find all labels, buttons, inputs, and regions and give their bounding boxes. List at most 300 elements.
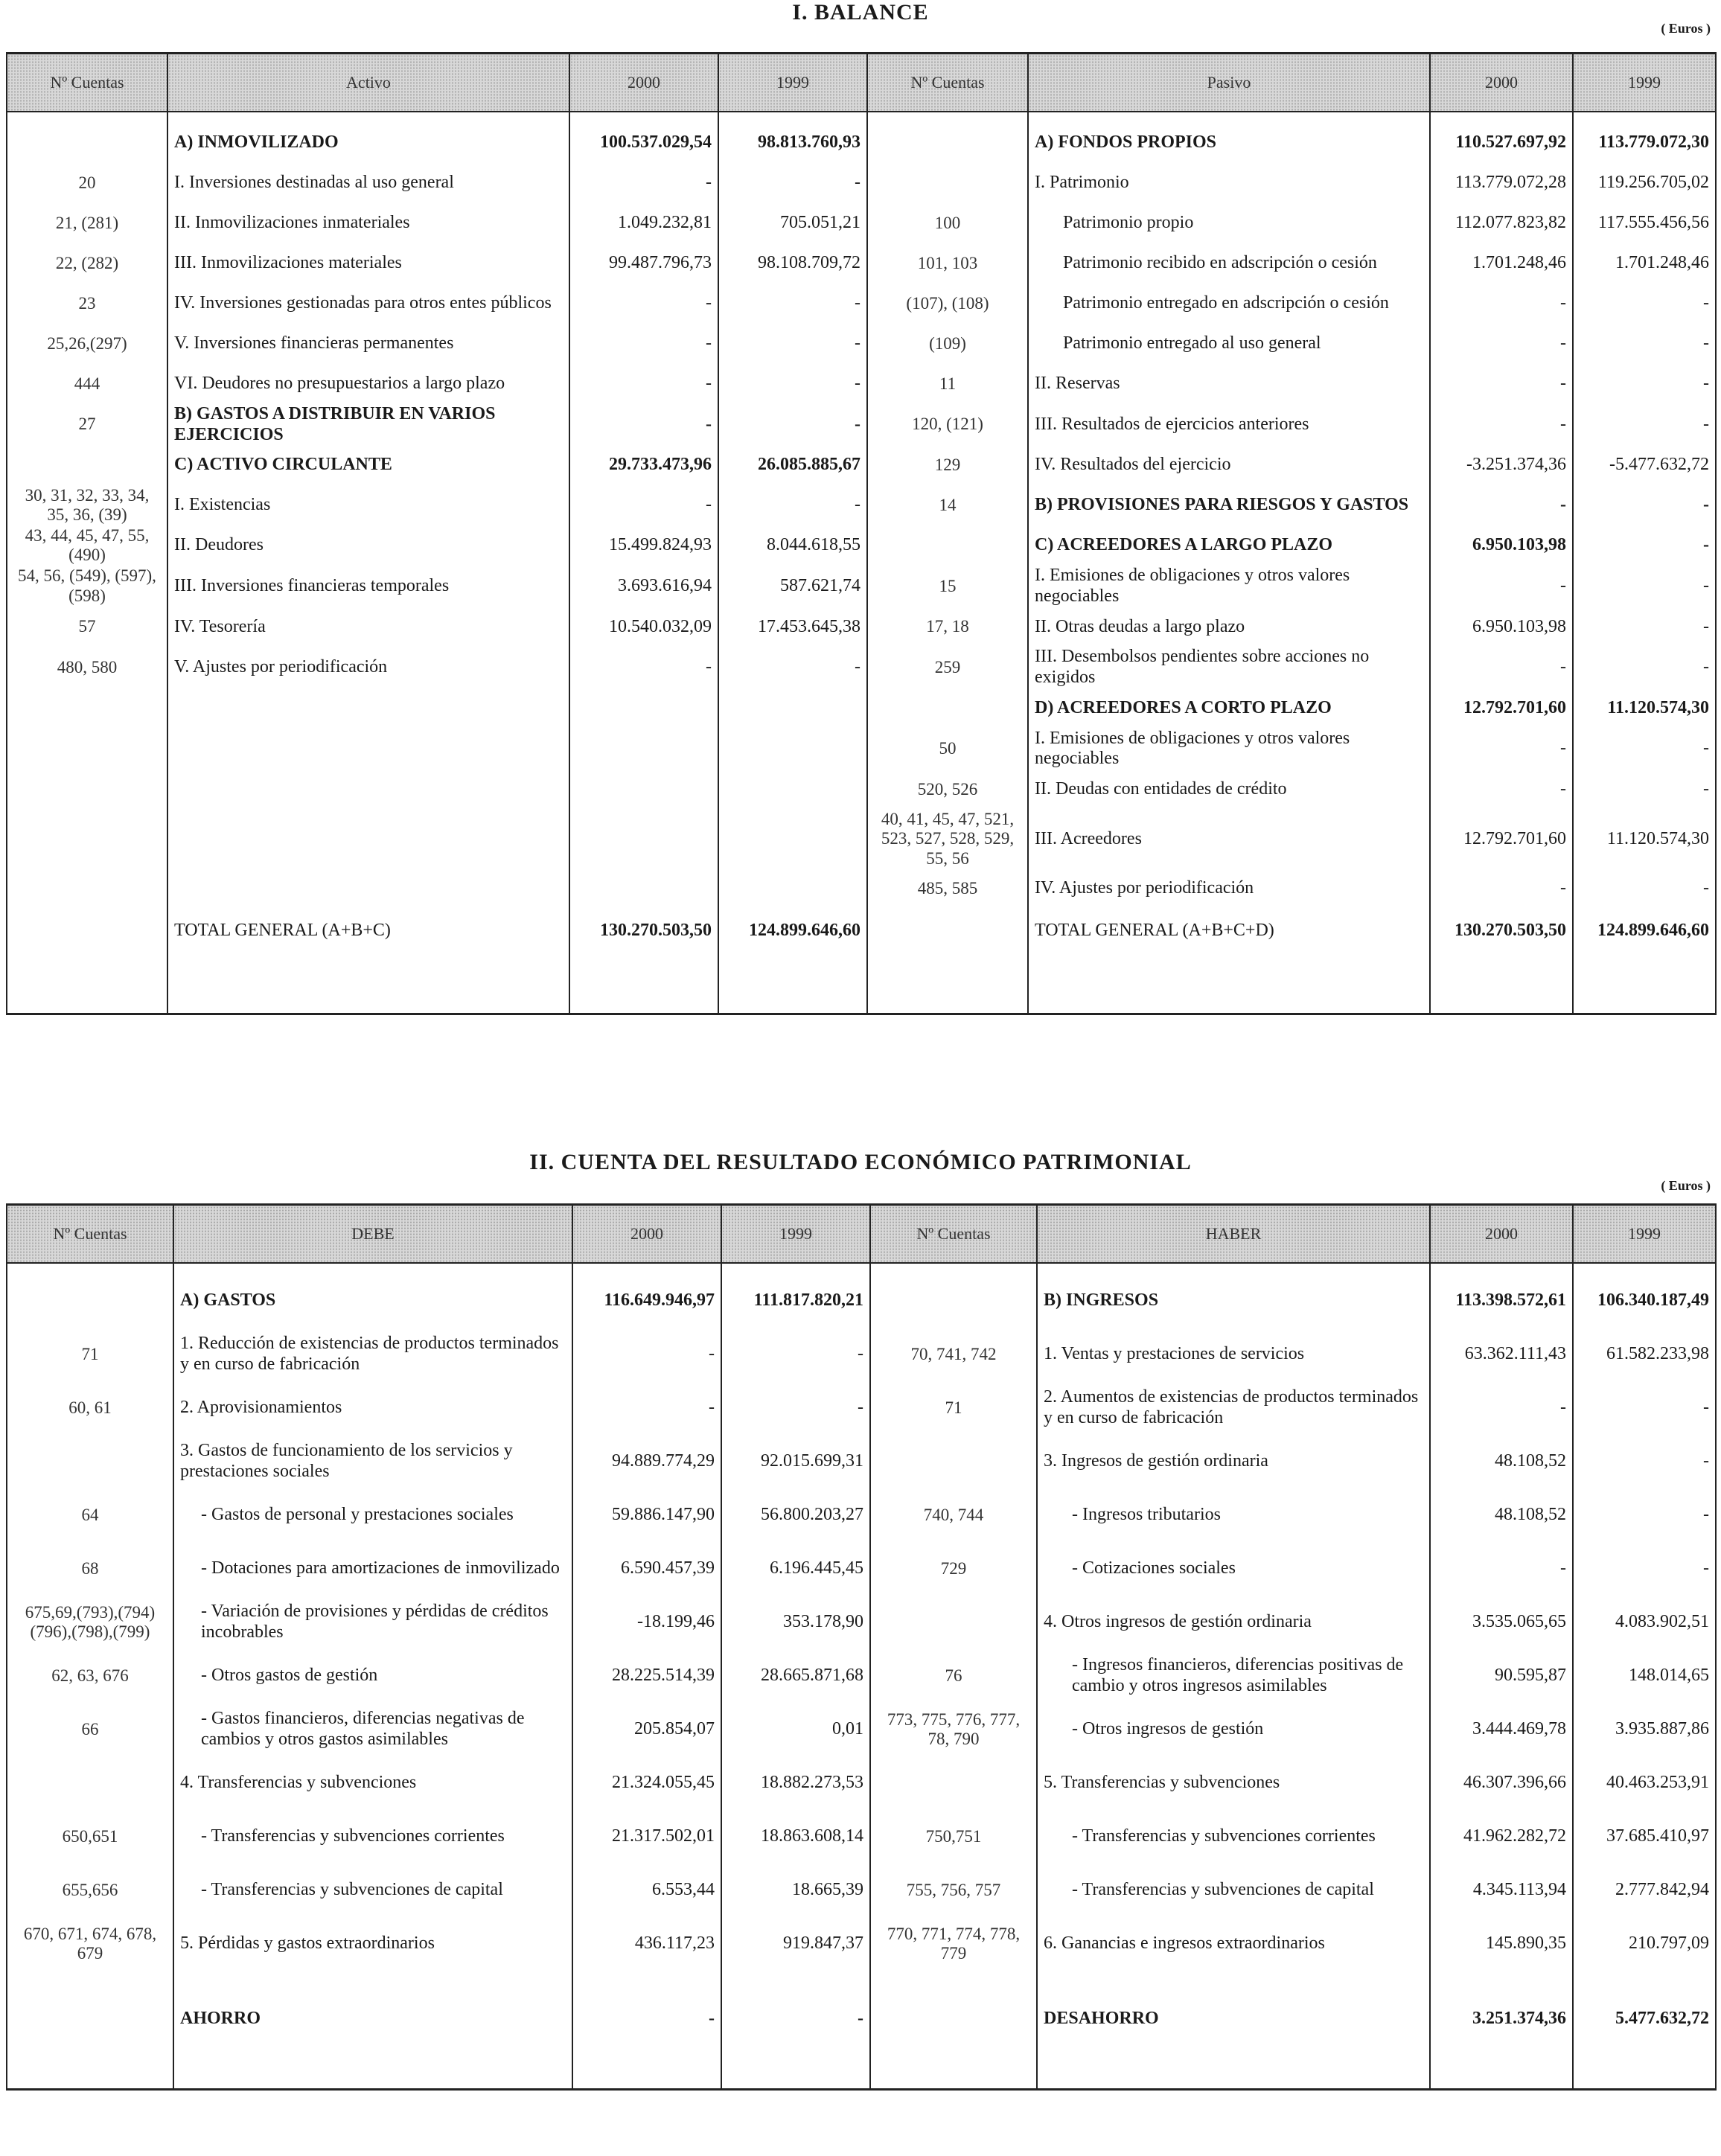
concept-right: I. Emisiones de obligaciones y otros valores negociables	[1028, 566, 1430, 607]
spacer-cell	[721, 1263, 870, 1274]
amount-2000-left: 15.499.824,93	[569, 525, 718, 566]
spacer-cell	[167, 112, 569, 123]
amount-2000-right: -	[1430, 1381, 1573, 1435]
table-row	[7, 485, 1716, 525]
amount-1999-right: 5.477.632,72	[1573, 1971, 1716, 2067]
amount-2000-right: 113.779.072,28	[1430, 163, 1573, 203]
account-code-right: 101, 103	[867, 243, 1028, 284]
amount-1999-right: 113.779.072,30	[1573, 123, 1716, 163]
spacer-cell	[1028, 112, 1430, 123]
amount-2000-right: -	[1430, 364, 1573, 404]
concept-right: 3. Ingresos de gestión ordinaria	[1037, 1435, 1430, 1488]
table-row	[7, 688, 1716, 729]
table-row	[7, 1649, 1716, 1703]
concept-left: - Gastos financieros, diferencias negativas de cambios y otros gastos asimilables	[173, 1703, 572, 1756]
account-code-left	[7, 729, 167, 770]
concept-left	[167, 869, 569, 909]
header-2000-left: 2000	[569, 54, 718, 112]
amount-1999-left: 919.847,37	[721, 1917, 870, 1971]
concept-left: I. Existencias	[167, 485, 569, 525]
amount-1999-left: 587.621,74	[718, 566, 867, 607]
spacer-row-top	[7, 1263, 1716, 1274]
amount-2000-left: 436.117,23	[572, 1917, 721, 1971]
account-code-right: 750,751	[870, 1810, 1037, 1864]
amount-1999-right: -	[1573, 729, 1716, 770]
amount-2000-right: -	[1430, 404, 1573, 445]
spacer-cell	[721, 2067, 870, 2090]
header-activo: Activo	[167, 54, 569, 112]
spacer-cell	[867, 112, 1028, 123]
amount-2000-left: 29.733.473,96	[569, 445, 718, 485]
amount-1999-right: -	[1573, 869, 1716, 909]
header-2000-right: 2000	[1430, 1205, 1573, 1264]
concept-left	[167, 729, 569, 770]
account-code-right	[867, 525, 1028, 566]
account-code-left: 480, 580	[7, 647, 167, 688]
table-row	[7, 324, 1716, 364]
account-code-left	[7, 810, 167, 869]
amount-1999-right: 3.935.887,86	[1573, 1703, 1716, 1756]
table-row	[7, 566, 1716, 607]
table-row	[7, 1542, 1716, 1596]
concept-left: III. Inversiones financieras temporales	[167, 566, 569, 607]
account-code-left: 25,26,(297)	[7, 324, 167, 364]
amount-1999-left: 98.813.760,93	[718, 123, 867, 163]
account-code-right: 70, 741, 742	[870, 1328, 1037, 1381]
concept-right: B) INGRESOS	[1037, 1274, 1430, 1328]
amount-2000-left: -	[572, 1381, 721, 1435]
amount-2000-left: 116.649.946,97	[572, 1274, 721, 1328]
spacer-row-bottom	[7, 2067, 1716, 2090]
amount-1999-left: 705.051,21	[718, 203, 867, 243]
amount-2000-left: -	[572, 1971, 721, 2067]
table-row	[7, 1864, 1716, 1917]
amount-1999-left: 28.665.871,68	[721, 1649, 870, 1703]
amount-2000-left: -	[569, 404, 718, 445]
concept-right: Patrimonio entregado al uso general	[1028, 324, 1430, 364]
amount-1999-right: 124.899.646,60	[1573, 909, 1716, 953]
concept-right: B) PROVISIONES PARA RIESGOS Y GASTOS	[1028, 485, 1430, 525]
spacer-cell	[572, 2067, 721, 2090]
concept-left: IV. Inversiones gestionadas para otros entes públicos	[167, 284, 569, 324]
amount-1999-left: 0,01	[721, 1703, 870, 1756]
account-code-left	[7, 869, 167, 909]
header-1999-left: 1999	[718, 54, 867, 112]
spacer-cell	[7, 1263, 173, 1274]
amount-1999-right: 210.797,09	[1573, 1917, 1716, 1971]
amount-1999-left: 111.817.820,21	[721, 1274, 870, 1328]
concept-right: I. Emisiones de obligaciones y otros valores negociables	[1028, 729, 1430, 770]
header-haber: HABER	[1037, 1205, 1430, 1264]
header-1999-right: 1999	[1573, 1205, 1716, 1264]
amount-1999-right: -	[1573, 1542, 1716, 1596]
account-code-right: 15	[867, 566, 1028, 607]
concept-right: IV. Ajustes por periodificación	[1028, 869, 1430, 909]
spacer-cell	[1430, 2067, 1573, 2090]
amount-2000-left: 94.889.774,29	[572, 1435, 721, 1488]
amount-2000-right: 145.890,35	[1430, 1917, 1573, 1971]
account-code-right	[870, 1596, 1037, 1649]
account-code-right: 520, 526	[867, 770, 1028, 810]
account-code-left	[7, 1756, 173, 1810]
header-2000-right: 2000	[1430, 54, 1573, 112]
concept-right: II. Deudas con entidades de crédito	[1028, 770, 1430, 810]
amount-1999-left: -	[721, 1971, 870, 2067]
table-row	[7, 647, 1716, 688]
amount-2000-right: 48.108,52	[1430, 1435, 1573, 1488]
account-code-right: 129	[867, 445, 1028, 485]
amount-2000-left: 100.537.029,54	[569, 123, 718, 163]
account-code-left	[7, 770, 167, 810]
spacer-cell	[867, 953, 1028, 1014]
amount-1999-right: -	[1573, 1435, 1716, 1488]
amount-2000-left: 1.049.232,81	[569, 203, 718, 243]
header-pasivo: Pasivo	[1028, 54, 1430, 112]
amount-2000-right: -	[1430, 869, 1573, 909]
amount-1999-right: 61.582.233,98	[1573, 1328, 1716, 1381]
amount-2000-left: 6.590.457,39	[572, 1542, 721, 1596]
amount-1999-right: 11.120.574,30	[1573, 688, 1716, 729]
table-row	[7, 909, 1716, 953]
account-code-right	[870, 1435, 1037, 1488]
amount-1999-right: -	[1573, 1488, 1716, 1542]
amount-2000-left: 28.225.514,39	[572, 1649, 721, 1703]
spacer-cell	[7, 112, 167, 123]
amount-2000-left: 130.270.503,50	[569, 909, 718, 953]
account-code-right: 485, 585	[867, 869, 1028, 909]
amount-2000-right: -	[1430, 770, 1573, 810]
spacer-cell	[1573, 1263, 1716, 1274]
amount-1999-left: 124.899.646,60	[718, 909, 867, 953]
amount-1999-right: -	[1573, 647, 1716, 688]
account-code-left: 650,651	[7, 1810, 173, 1864]
amount-2000-right: 12.792.701,60	[1430, 688, 1573, 729]
resultado-currency-note: ( Euros )	[1661, 1178, 1711, 1193]
account-code-left: 54, 56, (549), (597), (598)	[7, 566, 167, 607]
concept-right: III. Resultados de ejercicios anteriores	[1028, 404, 1430, 445]
table-row	[7, 1274, 1716, 1328]
balance-table	[6, 52, 1717, 1015]
account-code-right: 100	[867, 203, 1028, 243]
table-row	[7, 869, 1716, 909]
amount-2000-right: 6.950.103,98	[1430, 607, 1573, 647]
concept-left: III. Inmovilizaciones materiales	[167, 243, 569, 284]
amount-2000-right: -	[1430, 647, 1573, 688]
amount-1999-left	[718, 770, 867, 810]
table-row	[7, 243, 1716, 284]
concept-left: - Transferencias y subvenciones corrientes	[173, 1810, 572, 1864]
spacer-cell	[167, 953, 569, 1014]
account-code-right: 770, 771, 774, 778, 779	[870, 1917, 1037, 1971]
spacer-cell	[870, 2067, 1037, 2090]
table-row	[7, 1756, 1716, 1810]
amount-2000-left: -18.199,46	[572, 1596, 721, 1649]
amount-2000-left	[569, 729, 718, 770]
concept-right: I. Patrimonio	[1028, 163, 1430, 203]
amount-2000-right: -3.251.374,36	[1430, 445, 1573, 485]
concept-left: V. Inversiones financieras permanentes	[167, 324, 569, 364]
account-code-left	[7, 1971, 173, 2067]
amount-2000-right: 41.962.282,72	[1430, 1810, 1573, 1864]
amount-1999-right: -5.477.632,72	[1573, 445, 1716, 485]
amount-2000-left: 21.324.055,45	[572, 1756, 721, 1810]
amount-1999-right: 117.555.456,56	[1573, 203, 1716, 243]
concept-left: I. Inversiones destinadas al uso general	[167, 163, 569, 203]
amount-2000-right: 3.251.374,36	[1430, 1971, 1573, 2067]
resultado-title: II. CUENTA DEL RESULTADO ECONÓMICO PATRIMONIAL	[529, 1150, 1192, 1174]
amount-2000-right: 6.950.103,98	[1430, 525, 1573, 566]
amount-2000-right: 3.444.469,78	[1430, 1703, 1573, 1756]
header-1999-right: 1999	[1573, 54, 1716, 112]
concept-left: AHORRO	[173, 1971, 572, 2067]
concept-right: 6. Ganancias e ingresos extraordinarios	[1037, 1917, 1430, 1971]
concept-left: 2. Aprovisionamientos	[173, 1381, 572, 1435]
account-code-right	[867, 909, 1028, 953]
table-row	[7, 1381, 1716, 1435]
spacer-cell	[1573, 112, 1716, 123]
concept-right: Patrimonio propio	[1028, 203, 1430, 243]
amount-1999-right: -	[1573, 770, 1716, 810]
spacer-cell	[7, 2067, 173, 2090]
amount-1999-left: -	[718, 485, 867, 525]
account-code-left: 71	[7, 1328, 173, 1381]
concept-right: - Ingresos financieros, diferencias positivas de cambio y otros ingresos asimilables	[1037, 1649, 1430, 1703]
concept-right: Patrimonio recibido en adscripción o cesión	[1028, 243, 1430, 284]
amount-2000-left	[569, 869, 718, 909]
concept-left: TOTAL GENERAL (A+B+C)	[167, 909, 569, 953]
amount-1999-right: 4.083.902,51	[1573, 1596, 1716, 1649]
account-code-left: 57	[7, 607, 167, 647]
amount-1999-left: 353.178,90	[721, 1596, 870, 1649]
table-row	[7, 1596, 1716, 1649]
account-code-right	[870, 1971, 1037, 2067]
account-code-right: 729	[870, 1542, 1037, 1596]
concept-left: VI. Deudores no presupuestarios a largo plazo	[167, 364, 569, 404]
account-code-left	[7, 1435, 173, 1488]
table-row	[7, 1328, 1716, 1381]
header-debe: DEBE	[173, 1205, 572, 1264]
table-row	[7, 1810, 1716, 1864]
amount-2000-left: -	[572, 1328, 721, 1381]
spacer-cell	[7, 953, 167, 1014]
concept-right: III. Acreedores	[1028, 810, 1430, 869]
account-code-left	[7, 123, 167, 163]
concept-left: - Dotaciones para amortizaciones de inmovilizado	[173, 1542, 572, 1596]
resultado-header-row	[7, 1205, 1716, 1264]
account-code-left: 30, 31, 32, 33, 34, 35, 36, (39)	[7, 485, 167, 525]
account-code-left: 670, 671, 674, 678, 679	[7, 1917, 173, 1971]
amount-1999-left: 17.453.645,38	[718, 607, 867, 647]
account-code-left: 655,656	[7, 1864, 173, 1917]
table-row	[7, 1435, 1716, 1488]
account-code-right: 740, 744	[870, 1488, 1037, 1542]
table-row	[7, 770, 1716, 810]
account-code-right	[867, 163, 1028, 203]
amount-1999-left: -	[718, 163, 867, 203]
concept-right: Patrimonio entregado en adscripción o cesión	[1028, 284, 1430, 324]
amount-2000-left: 21.317.502,01	[572, 1810, 721, 1864]
amount-1999-left: -	[718, 284, 867, 324]
account-code-right: 76	[870, 1649, 1037, 1703]
concept-right: D) ACREEDORES A CORTO PLAZO	[1028, 688, 1430, 729]
account-code-right: 120, (121)	[867, 404, 1028, 445]
concept-right: DESAHORRO	[1037, 1971, 1430, 2067]
concept-left: V. Ajustes por periodificación	[167, 647, 569, 688]
amount-1999-left: 8.044.618,55	[718, 525, 867, 566]
amount-2000-left: 59.886.147,90	[572, 1488, 721, 1542]
spacer-cell	[173, 2067, 572, 2090]
account-code-right: 11	[867, 364, 1028, 404]
balance-currency-note: ( Euros )	[1661, 21, 1711, 36]
amount-1999-left: 92.015.699,31	[721, 1435, 870, 1488]
spacer-cell	[870, 1263, 1037, 1274]
account-code-left	[7, 1274, 173, 1328]
concept-left: - Otros gastos de gestión	[173, 1649, 572, 1703]
table-row	[7, 163, 1716, 203]
spacer-cell	[718, 112, 867, 123]
amount-1999-right: -	[1573, 607, 1716, 647]
amount-2000-left: -	[569, 324, 718, 364]
amount-2000-left: -	[569, 485, 718, 525]
amount-2000-right: 1.701.248,46	[1430, 243, 1573, 284]
concept-right: - Transferencias y subvenciones corrientes	[1037, 1810, 1430, 1864]
resultado-table	[6, 1203, 1717, 2091]
spacer-row-top	[7, 112, 1716, 123]
amount-1999-right: 1.701.248,46	[1573, 243, 1716, 284]
account-code-right: 17, 18	[867, 607, 1028, 647]
account-code-left	[7, 909, 167, 953]
amount-2000-right: 3.535.065,65	[1430, 1596, 1573, 1649]
spacer-cell	[173, 1263, 572, 1274]
concept-right: 1. Ventas y prestaciones de servicios	[1037, 1328, 1430, 1381]
concept-right: - Cotizaciones sociales	[1037, 1542, 1430, 1596]
amount-2000-left: -	[569, 284, 718, 324]
amount-2000-left: -	[569, 163, 718, 203]
amount-1999-right: 40.463.253,91	[1573, 1756, 1716, 1810]
concept-right: - Otros ingresos de gestión	[1037, 1703, 1430, 1756]
concept-right: - Transferencias y subvenciones de capital	[1037, 1864, 1430, 1917]
amount-1999-left	[718, 729, 867, 770]
amount-1999-left: 56.800.203,27	[721, 1488, 870, 1542]
concept-left: IV. Tesorería	[167, 607, 569, 647]
concept-left: 1. Reducción de existencias de productos terminados y en curso de fabricación	[173, 1328, 572, 1381]
account-code-right: 259	[867, 647, 1028, 688]
table-row	[7, 810, 1716, 869]
table-row	[7, 364, 1716, 404]
amount-2000-left: 99.487.796,73	[569, 243, 718, 284]
amount-1999-left: 26.085.885,67	[718, 445, 867, 485]
account-code-right: 14	[867, 485, 1028, 525]
amount-2000-right: 63.362.111,43	[1430, 1328, 1573, 1381]
amount-1999-left: 18.863.608,14	[721, 1810, 870, 1864]
account-code-right	[870, 1274, 1037, 1328]
account-code-left: 22, (282)	[7, 243, 167, 284]
amount-1999-right: -	[1573, 1381, 1716, 1435]
amount-1999-left: 98.108.709,72	[718, 243, 867, 284]
balance-header-row	[7, 54, 1716, 112]
spacer-cell	[569, 112, 718, 123]
amount-1999-left: -	[718, 364, 867, 404]
account-code-left	[7, 445, 167, 485]
account-code-left: 64	[7, 1488, 173, 1542]
amount-1999-right: -	[1573, 404, 1716, 445]
amount-2000-right: -	[1430, 324, 1573, 364]
amount-2000-right: 112.077.823,82	[1430, 203, 1573, 243]
account-code-right: 40, 41, 45, 47, 521, 523, 527, 528, 529, 55, 56	[867, 810, 1028, 869]
amount-2000-left: 3.693.616,94	[569, 566, 718, 607]
header-2000-left: 2000	[572, 1205, 721, 1264]
header-cuentas-right: Nº Cuentas	[867, 54, 1028, 112]
balance-title: I. BALANCE	[792, 0, 929, 25]
concept-left: - Gastos de personal y prestaciones sociales	[173, 1488, 572, 1542]
header-cuentas-left: Nº Cuentas	[7, 1205, 173, 1264]
amount-2000-right: -	[1430, 566, 1573, 607]
account-code-right: (109)	[867, 324, 1028, 364]
account-code-right: 773, 775, 776, 777, 78, 790	[870, 1703, 1037, 1756]
concept-left: II. Inmovilizaciones inmateriales	[167, 203, 569, 243]
amount-2000-left: 205.854,07	[572, 1703, 721, 1756]
concept-right: 5. Transferencias y subvenciones	[1037, 1756, 1430, 1810]
table-row	[7, 203, 1716, 243]
spacer-cell	[1037, 2067, 1430, 2090]
table-row	[7, 1703, 1716, 1756]
account-code-left: 60, 61	[7, 1381, 173, 1435]
account-code-left: 27	[7, 404, 167, 445]
spacer-cell	[1430, 953, 1573, 1014]
account-code-left: 62, 63, 676	[7, 1649, 173, 1703]
spacer-cell	[1430, 1263, 1573, 1274]
spacer-cell	[1573, 953, 1716, 1014]
amount-1999-right: -	[1573, 284, 1716, 324]
amount-2000-right: 130.270.503,50	[1430, 909, 1573, 953]
concept-left: 4. Transferencias y subvenciones	[173, 1756, 572, 1810]
account-code-left: 23	[7, 284, 167, 324]
account-code-left: 675,69,(793),(794) (796),(798),(799)	[7, 1596, 173, 1649]
concept-left: - Variación de provisiones y pérdidas de créditos incobrables	[173, 1596, 572, 1649]
concept-left	[167, 770, 569, 810]
amount-1999-left: 18.665,39	[721, 1864, 870, 1917]
concept-right: TOTAL GENERAL (A+B+C+D)	[1028, 909, 1430, 953]
amount-2000-right: -	[1430, 284, 1573, 324]
account-code-left: 43, 44, 45, 47, 55, (490)	[7, 525, 167, 566]
amount-2000-right: 113.398.572,61	[1430, 1274, 1573, 1328]
amount-1999-left: -	[721, 1328, 870, 1381]
table-row	[7, 525, 1716, 566]
account-code-left: 68	[7, 1542, 173, 1596]
amount-2000-right: 110.527.697,92	[1430, 123, 1573, 163]
account-code-left: 66	[7, 1703, 173, 1756]
concept-left: - Transferencias y subvenciones de capital	[173, 1864, 572, 1917]
concept-right: IV. Resultados del ejercicio	[1028, 445, 1430, 485]
account-code-left	[7, 688, 167, 729]
amount-1999-right: -	[1573, 566, 1716, 607]
concept-right: A) FONDOS PROPIOS	[1028, 123, 1430, 163]
account-code-left: 21, (281)	[7, 203, 167, 243]
spacer-cell	[1573, 2067, 1716, 2090]
amount-1999-right: -	[1573, 364, 1716, 404]
amount-1999-left: -	[718, 324, 867, 364]
table-row	[7, 729, 1716, 770]
account-code-right	[867, 688, 1028, 729]
table-row	[7, 284, 1716, 324]
account-code-right	[870, 1756, 1037, 1810]
amount-2000-right: 90.595,87	[1430, 1649, 1573, 1703]
account-code-right: (107), (108)	[867, 284, 1028, 324]
amount-2000-left: 6.553,44	[572, 1864, 721, 1917]
amount-2000-left: -	[569, 647, 718, 688]
table-row	[7, 404, 1716, 445]
table-row	[7, 607, 1716, 647]
